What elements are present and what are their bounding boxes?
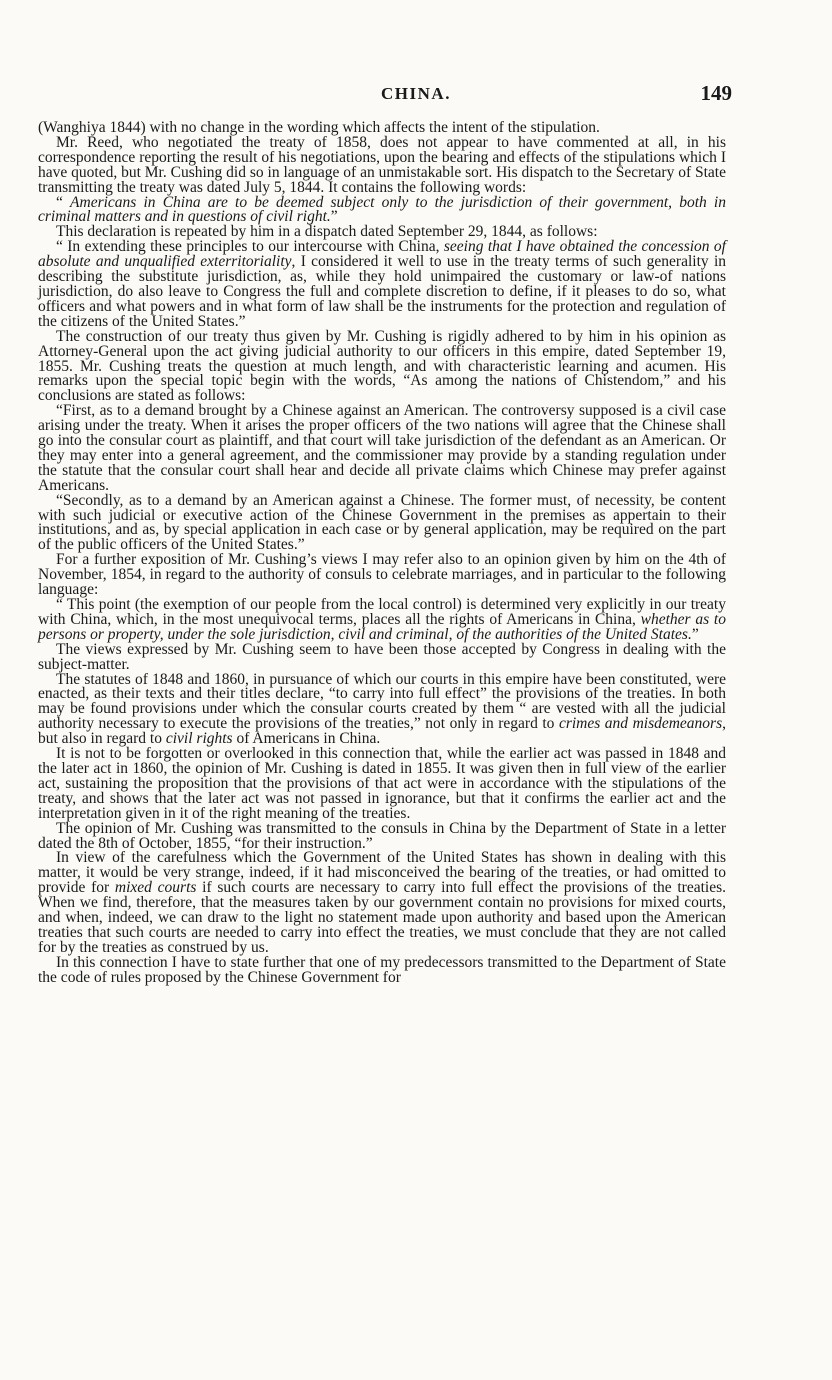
paragraph-text: if such courts are necessary to carry into full effect the provisions of the treaties. When we find, therefore, that the measures taken by our government contain no provisions for mixed courts, and when, indeed, we can draw to the light no statement made upon authority and based upon the American treaties that such courts are needed to carry into effect the treaties, we must conclude that they are not called for by the treaties as construed by us. bbox=[38, 879, 726, 956]
paragraph-text: (Wanghiya 1844) with no change in the wording which affects the intent of the stipulation. bbox=[38, 119, 600, 136]
paragraph-text: The construction of our treaty thus given by Mr. Cushing is rigidly adhered to by him in his opinion as Attorney-General upon the act giving judicial authority to our officers in this empire, dated September 19, 1855. Mr. Cushing treats the question at much length, and with characteristic learning and acumen. His remarks upon the special topic begin with the words, “As among the nations of Chistendom,” and his conclusions are stated as follows: bbox=[38, 327, 726, 405]
paragraph-text: It is not to be forgotten or overlooked in this connection that, while the earlier act was passed in 1848 and the later act in 1860, the opinion of Mr. Cushing is dated in 1855. It was given then in full view of the earlier act, sustaining the proposition that the provisions of that act were in accordance with the stipulations of the treaty, and shows that the later act was not passed in ignorance, but that it confirms the earlier act and the interpretation given in it of the right meaning of the treaties. bbox=[38, 745, 726, 822]
paragraph bbox=[38, 598, 726, 643]
paragraph-text: In view of the carefulness which the Government of the United States has shown in dealing with this matter, it would be very strange, indeed, if it had misconceived the bearing of the treaties, or had omitted to provide for bbox=[38, 849, 726, 897]
page-number: 149 bbox=[700, 81, 732, 105]
paragraph-text: of Americans in China. bbox=[232, 730, 381, 748]
paragraph bbox=[38, 553, 726, 598]
paragraph-text: Mr. Reed, who negotiated the treaty of 1858, does not appear to have commented at all, in his correspondence reporting the result of his negotiations, upon the bearing and effects of the stipulations which I have quoted, but Mr. Cushing did so in language of an unmistakable sort. His dispatch to the Secretary of State transmitting the treaty was dated July 5, 1844. It contains the following words: bbox=[38, 133, 726, 196]
italic-text: crimes and misdemeanors bbox=[558, 715, 723, 733]
paragraph bbox=[38, 851, 726, 955]
paragraph bbox=[38, 640, 726, 673]
paragraph bbox=[38, 240, 726, 329]
body-text bbox=[38, 121, 726, 986]
paragraph-text: This declaration is repeated by him in a dispatch dated September 29, 1844, as follows: bbox=[56, 223, 598, 241]
paragraph-text: “ This point (the exemption of our people from the local control) is determined very explicitly in our treaty with China, which, in the most unequivocal terms, places all the rights of Americans in China, bbox=[38, 596, 726, 628]
running-title: CHINA. bbox=[381, 84, 451, 103]
paragraph bbox=[38, 819, 726, 852]
paragraph-text: For a further exposition of Mr. Cushing’s views I may refer also to an opinion given by him on the 4th of November, 1854, in regard to the authority of consuls to celebrate marriages, and in particular to the following language: bbox=[38, 551, 726, 599]
italic-text: civil rights bbox=[165, 730, 233, 748]
paragraph-text: , I considered it well to use in the treaty terms of such generality in describing the substitute jurisdiction, as, while they hold unimpaired the customary or law-of nations jurisdiction, do also leave to Congress the full and complete discretion to define, if it pleases to do so, what officers and what powers and in what form of law shall be the instruments for the protection and regulation of the citizens of the United States.” bbox=[38, 253, 726, 330]
paragraph bbox=[38, 193, 726, 226]
italic-text: whether as to persons or property, under the sole jurisdiction, civil and criminal, of the authorities of the United States. bbox=[38, 610, 726, 643]
paragraph bbox=[38, 133, 726, 196]
paragraph-text: “ bbox=[56, 193, 71, 211]
paragraph bbox=[38, 404, 726, 493]
paragraph-text: The views expressed by Mr. Cushing seem to have been those accepted by Congress in dealing with the subject-matter. bbox=[38, 640, 726, 673]
paragraph-text: In this connection I have to state further that one of my predecessors transmitted to the Department of State the code of rules proposed by the Chinese Government for bbox=[38, 953, 726, 986]
paragraph-text: “First, as to a demand brought by a Chinese against an American. The controversy supposed is a civil case arising under the treaty. When it arises the proper officers of the two nations will agree that the Chinese shall go into the consular court as plaintiff, and that court will take jurisdiction of the defendant as an American. Or they may enter into a general agreement, and the commissioner may provide by a standing regulation under the statute that the consular court shall hear and decide all private claims which Chinese may prefer against Americans. bbox=[38, 402, 726, 494]
paragraph-text: ” bbox=[691, 625, 699, 643]
paragraph-text: The opinion of Mr. Cushing was transmitted to the consuls in China by the Department of State in a letter dated the 8th of October, 1855, “for their instruction.” bbox=[38, 819, 726, 852]
italic-text: Americans in China are to be deemed subject only to the jurisdiction of their government, both in criminal matters and in questions of civil right. bbox=[38, 193, 726, 226]
paragraph-text: ” bbox=[330, 208, 338, 226]
paragraph bbox=[38, 327, 726, 405]
paragraph bbox=[38, 953, 726, 986]
page-header bbox=[0, 81, 832, 108]
paragraph bbox=[38, 670, 726, 748]
paragraph-text: The statutes of 1848 and 1860, in pursuance of which our courts in this empire have been constituted, were enacted, as their texts and their titles declare, “to carry into full effect” the provisions of the treaties. In both may be found provisions under which the consular courts created by them “ are vested with all the judicial authority necessary to execute the provisions of the treaties,” not only in regard to bbox=[38, 670, 726, 733]
paragraph bbox=[38, 747, 726, 822]
paragraph-text: “Secondly, as to a demand by an American against a Chinese. The former must, of necessity, be content with such judicial or executive action of the Chinese Government in the premises as appertain to their institutions, and as, by special application in each case or by general application, may be required on the part of the public officers of the United States.” bbox=[38, 491, 726, 554]
paragraph bbox=[38, 491, 726, 554]
italic-text: mixed courts bbox=[114, 879, 197, 897]
italic-text: seeing that I have obtained the concession of absolute and unqualified exterritoriality bbox=[38, 238, 726, 271]
paragraph-text: “ In extending these principles to our intercourse with China, bbox=[56, 238, 444, 256]
paragraph-text: , but also in regard to bbox=[38, 715, 726, 748]
